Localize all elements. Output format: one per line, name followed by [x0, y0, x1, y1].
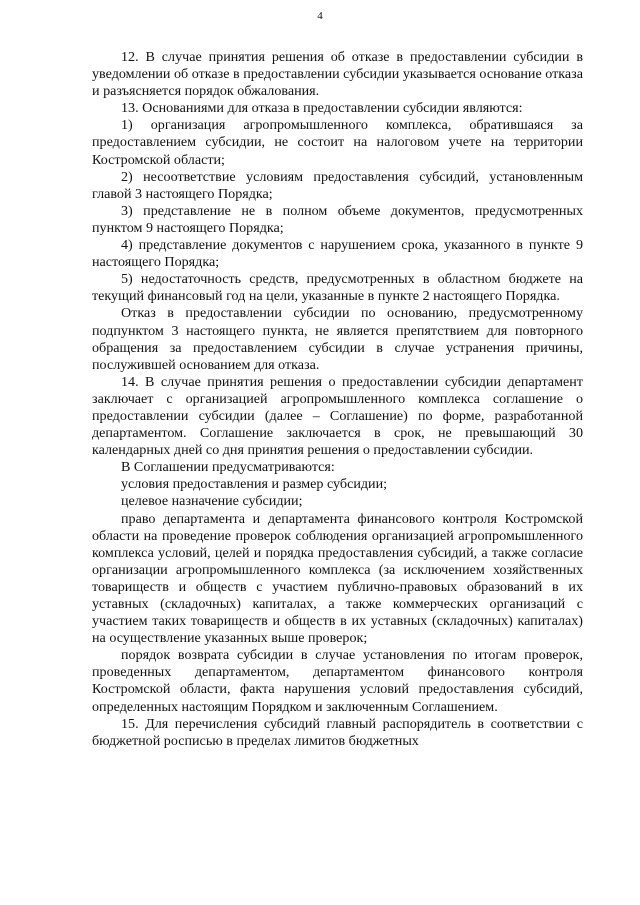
refusal-ground-5: 5) недостаточность средств, предусмотренных в областном бюджете на текущий финансовый год на цели, указанные в пункте 2 настоящего Порядка. — [92, 271, 583, 305]
paragraph-14: 14. В случае принятия решения о предоставлении субсидии департамент заключает с организацией агропромышленного комплекса соглашение о предоставлении субсидии (далее – Соглашение) по форме, разработанной департаментом. Соглашение заключается в срок, не превышающий 30 календарных дней со дня принятия решения о предоставлении субсидии. — [92, 373, 583, 459]
agreement-item-purpose: целевое назначение субсидии; — [121, 493, 303, 510]
agreement-item-conditions: условия предоставления и размер субсидии; — [121, 476, 388, 493]
agreement-item-inspections: право департамента и департамента финансового контроля Костромской области на проведение проверок соблюдения организацией агропромышленного комплекса условий, целей и порядка предоставления субсидий, а также согласие организации агропромышленного комплекса (за исключением хозяйственных товариществ и обществ с участием публично-правовых образований в их уставных (складочных) капиталах, а также коммерческих организаций с участием таких товариществ и обществ в их уставных (складочных) капиталах) на осуществление указанных выше проверок; — [92, 510, 583, 647]
paragraph-15: 15. Для перечисления субсидий главный распорядитель в соответствии с бюджетной росписью в пределах лимитов бюджетных — [92, 715, 583, 749]
refusal-ground-1: 1) организация агропромышленного комплекса, обратившаяся за предоставлением субсидии, не состоит на налоговом учете на территории Костромской области; — [92, 117, 583, 168]
refusal-ground-2: 2) несоответствие условиям предоставления субсидий, установленным главой 3 настоящего Порядка; — [92, 168, 583, 202]
paragraph-12: 12. В случае принятия решения об отказе в предоставлении субсидии в уведомлении об отказе в предоставлении субсидии указывается основание отказа и разъясняется порядок обжалования. — [92, 49, 583, 100]
refusal-ground-3: 3) представление не в полном объеме документов, предусмотренных пунктом 9 настоящего Порядка; — [92, 202, 583, 236]
document-body — [92, 49, 583, 750]
agreement-item-refund: порядок возврата субсидии в случае установления по итогам проверок, проведенных департаментом, департаментом финансового контроля Костромской области, факта нарушения условий предоставления субсидий, определенных настоящим Порядком и заключенным Соглашением. — [92, 647, 583, 715]
page-number: 4 — [317, 10, 323, 22]
refusal-ground-4: 4) представление документов с нарушением срока, указанного в пункте 9 настоящего Порядка; — [92, 237, 583, 271]
agreement-intro: В Соглашении предусматриваются: — [121, 459, 335, 476]
paragraph-13: 13. Основаниями для отказа в предоставлении субсидии являются: — [121, 100, 523, 117]
refusal-note: Отказ в предоставлении субсидии по основанию, предусмотренному подпунктом 3 настоящего пункта, не является препятствием для повторного обращения за предоставлением субсидии в случае устранения причины, послужившей основанием для отказа. — [92, 305, 583, 373]
